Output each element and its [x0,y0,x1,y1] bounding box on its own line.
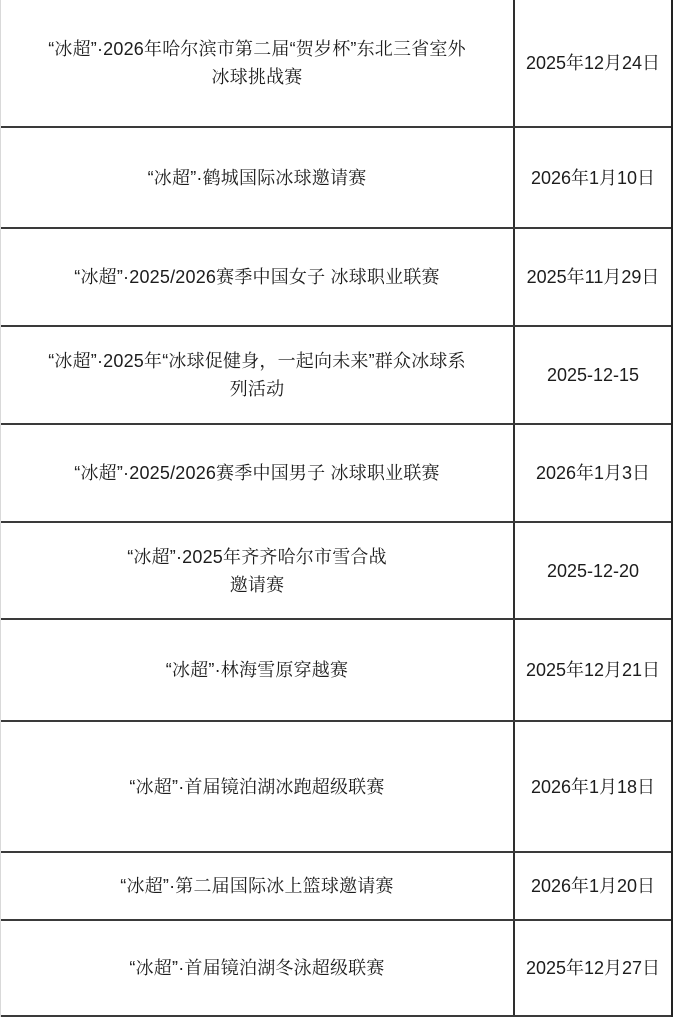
table-bottom-gap [0,1017,673,1022]
event-cell [1,853,515,919]
event-name: “冰超”·2026年哈尔滨市第二届“贺岁杯”东北三省室外 冰球挑战赛 [48,39,466,87]
event-cell [1,425,515,521]
table-row [1,425,671,523]
event-name: “冰超”·2025/2026赛季中国女子 冰球职业联赛 [74,267,440,287]
event-name: “冰超”·2025年齐齐哈尔市雪合战 邀请赛 [127,546,387,595]
date-cell [515,620,671,720]
date-cell [515,921,671,1015]
table-row [1,722,671,853]
event-cell [1,229,515,325]
event-date: 2026年1月20日 [530,876,656,896]
table-row [1,327,671,425]
date-cell [515,229,671,325]
event-name: “冰超”·2025/2026赛季中国男子 冰球职业联赛 [74,463,440,483]
event-date: 2025年12月27日 [525,958,661,978]
table-row [1,0,671,128]
event-date: 2026年1月18日 [530,776,656,797]
table-row [1,229,671,327]
date-cell [515,327,671,423]
event-name: “冰超”·首届镜泊湖冰跑超级联赛 [129,776,385,797]
event-date: 2026年1月3日 [535,463,651,483]
table-row [1,128,671,229]
date-cell [515,425,671,521]
date-cell [515,722,671,851]
date-cell [515,128,671,227]
event-date: 2026年1月10日 [530,167,656,188]
event-name: “冰超”·第二届国际冰上篮球邀请赛 [120,876,394,896]
event-date: 2025年11月29日 [526,267,660,287]
event-cell [1,921,515,1015]
event-date: 2025年12月24日 [525,53,661,73]
event-date: 2025年12月21日 [525,660,661,680]
event-name: “冰超”·鹤城国际冰球邀请赛 [147,167,367,188]
table-row [1,921,671,1017]
event-date: 2025-12-20 [546,560,640,581]
event-name: “冰超”·林海雪原穿越赛 [165,660,349,680]
event-cell [1,722,515,851]
event-cell [1,327,515,423]
event-cell [1,128,515,227]
event-cell [1,0,515,126]
event-name: “冰超”·2025年“冰球促健身，一起向未来”群众冰球系 列活动 [48,351,466,399]
event-date: 2025-12-15 [546,365,640,385]
date-cell [515,0,671,126]
date-cell [515,523,671,618]
event-cell [1,620,515,720]
table-row [1,620,671,722]
table-row [1,523,671,620]
table-row [1,853,671,921]
event-cell [1,523,515,618]
event-name: “冰超”·首届镜泊湖冬泳超级联赛 [129,958,385,978]
date-cell [515,853,671,919]
